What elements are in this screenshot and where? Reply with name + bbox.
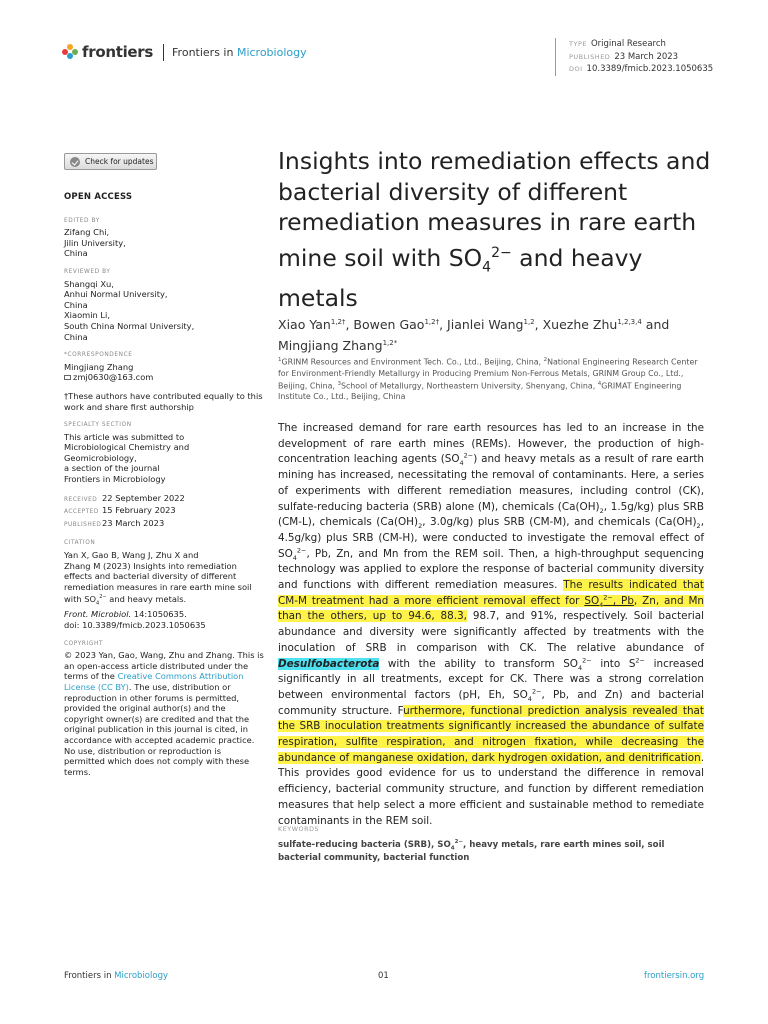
- equal-contribution-note: †These authors have contributed equally to this work and share first authorship: [64, 390, 263, 412]
- affiliations: $^1$GRINM Resources and Environment Tech. Co., Ltd., Beijing, China, $^2$National Engineering Research Center for Environment-Friendly Metallurgy in Producing Premium Non-Ferrous Metals, GRINM Group Co., Ltd., Beijing, China, $^3$School of Metallurgy, Northeastern University, Shenyang, China, $^4$GRIMAT Engineering Institute Co., Ltd., Beijing, China: [278, 357, 698, 402]
- brand-name: frontiers: [82, 43, 154, 61]
- journal-name[interactable]: Frontiers in Microbiology: [172, 45, 307, 59]
- correspondence-email[interactable]: zmj0630@163.com: [64, 372, 264, 383]
- article-doi[interactable]: DOI 10.3389/fmicb.2023.1050635: [569, 64, 714, 74]
- check-icon: [70, 157, 80, 167]
- frontiers-logo-icon: [62, 44, 78, 60]
- page-number: 01: [378, 971, 389, 981]
- author[interactable]: Mingjiang Zhang$^{1,2*}$: [278, 338, 398, 354]
- author[interactable]: Jianlei Wang$^{1,2}$: [447, 317, 535, 333]
- highlight: The results indicated that CM-M treatment had a more efficient removal effect for $SO_4^{2-}$, Pb, Zn, and Mn than the others, up to 94.6, 88.3,: [278, 579, 705, 623]
- correspondence: *CORRESPONDENCE Mingjiang Zhang zmj0630@163.com: [64, 350, 264, 383]
- article-published: PUBLISHED 23 March 2023: [569, 51, 679, 62]
- footer-website-link[interactable]: frontiersin.org: [644, 971, 705, 981]
- author[interactable]: Xiao Yan$^{1,2\dagger}$: [278, 317, 346, 333]
- author-list: Xiao Yan$^{1,2\dagger}$, Bowen Gao$^{1,2\dagger}$, Jianlei Wang$^{1,2}$, Xuezhe Zhu$^{1,2,3,4}$ and Mingjiang Zhang$^{1,2*}$: [278, 317, 670, 354]
- open-access-label: OPEN ACCESS: [64, 192, 133, 202]
- article-sidebar: [64, 192, 264, 785]
- specialty-section: SPECIALTY SECTION This article was submitted to Microbiological Chemistry and Geomicrobiology, a section of the journal Frontiers in Microbiology: [64, 422, 190, 485]
- author[interactable]: Bowen Gao$^{1,2\dagger}$: [353, 317, 440, 333]
- edited-by: EDITED BY Zifang Chi, Jilin University, China: [64, 217, 126, 259]
- reviewed-by: REVIEWED BY Shangqi Xu, Anhui Normal University, China Xiaomin Li, South China Normal University, China: [64, 268, 195, 342]
- keywords-label: KEYWORDS: [278, 826, 320, 833]
- frontiers-logo[interactable]: [62, 42, 307, 62]
- copyright: COPYRIGHT © 2023 Yan, Gao, Wang, Zhu and Zhang. This is an open-access article distributed under the terms of the Creative Commons Attribution License (CC BY). The use, distribution or reproduction in other forums is permitted, provided the original author(s) and the copyright owner(s) are credited and that the original publication in this journal is cited, in accordance with accepted academic practice. No use, distribution or reproduction is permitted which does not comply with these terms.: [64, 640, 264, 777]
- highlight: urthermore, functional prediction analysis revealed that the SRB inoculation treatments significantly increased the abundance of sulfate respiration, sulfite respiration, and nitrogen fixation, while decreasing the abundance of manganese oxidation, dark hydrogen oxidation, and denitrification: [278, 704, 704, 764]
- check-for-updates-button[interactable]: Check for updates: [64, 153, 157, 170]
- abstract: The increased demand for rare earth resources has led to an increase in the development of rare earth mines (REMs). However, the production of high-concentration leaching agents $(SO_4^{2-})$ and heavy metals as a result of rare earth mining has increased, necessitating the removal of contaminants. Here, a series of experiments with different remediation measures, including control (CK), sulfate-reducing bacteria (SRB) alone (M), chemicals ($Ca(OH)_2$, 1.5g/kg) plus SRB (CM-L), chemicals ($Ca(OH)_2$, 3.0g/kg) plus SRB (CM-M), and chemicals ($Ca(OH)_2$, 4.5g/kg) plus SRB (CM-H), were conducted to investigate the removal effect of $SO_4^{2-}$, Pb, Zn, and Mn from the REM soil. Then, a high-throughput sequencing technology was applied to explore the response of bacterial community diversity and functions with different remediation measures. The results indicated that CM-M treatment had a more efficient removal effect for $SO_4^{2-}$, Pb, Zn, and Mn than the others, up to 94.6, 88.3, 98.7, and 91%, respectively. Soil bacterial abundance and diversity were significantly affected by treatments with the inoculation of SRB in comparison with CK. The relative abundance of Desulfobacterota with the ability to transform $SO_4^{2-}$ into $S^{2-}$ increased significantly in all treatments, except for CK. There was a strong correlation between environmental factors (pH, Eh, $SO_4^{2-}$, Pb, and Zn) and bacterial community structure. Furthermore, functional prediction analysis revealed that the SRB inoculation treatments significantly increased the abundance of sulfate respiration, sulfite respiration, and nitrogen fixation, while decreasing the abundance of manganese oxidation, dark hydrogen oxidation, and denitrification. This provides good evidence for us to understand the difference in removal efficiency, bacterial community structure, and function by different remediation measures that help select a more efficient and sustainable method to remediate contaminants in the REM soil.: [278, 422, 705, 827]
- cc-license-link[interactable]: Creative Commons Attribution: [117, 671, 244, 682]
- cc-license-link-cont[interactable]: License (CC BY): [64, 681, 129, 692]
- author[interactable]: Xuezhe Zhu$^{1,2,3,4}$: [542, 317, 642, 333]
- dates: RECEIVED 22 September 2022 ACCEPTED 15 February 2023 PUBLISHED23 March 2023: [64, 492, 185, 528]
- highlight-genus: Desulfobacterota: [278, 657, 380, 670]
- citation: CITATION Yan X, Gao B, Wang J, Zhu X and Zhang M (2023) Insights into remediation effects and bacterial diversity of different remediation measures in rare earth mine soil with $SO_4^{2-}$ and heavy metals. Front. Microbiol. 14:1050635. doi: 10.3389/fmicb.2023.1050635: [64, 540, 252, 631]
- mail-icon: [64, 375, 71, 380]
- article-title: Insights into remediation effects and bacterial diversity of different remediation measures in rare earth mine soil with $SO_4^{2-}$ and heavy metals: [278, 147, 711, 312]
- keywords: sulfate-reducing bacteria (SRB), $SO_4^{2-}$, heavy metals, rare earth mines soil, soil bacterial community, bacterial function: [278, 839, 665, 863]
- logo-divider: [163, 44, 164, 61]
- article-type: TYPE Original Research: [569, 39, 666, 49]
- footer-journal[interactable]: Frontiers in Microbiology: [64, 971, 168, 981]
- article-meta: [555, 38, 713, 76]
